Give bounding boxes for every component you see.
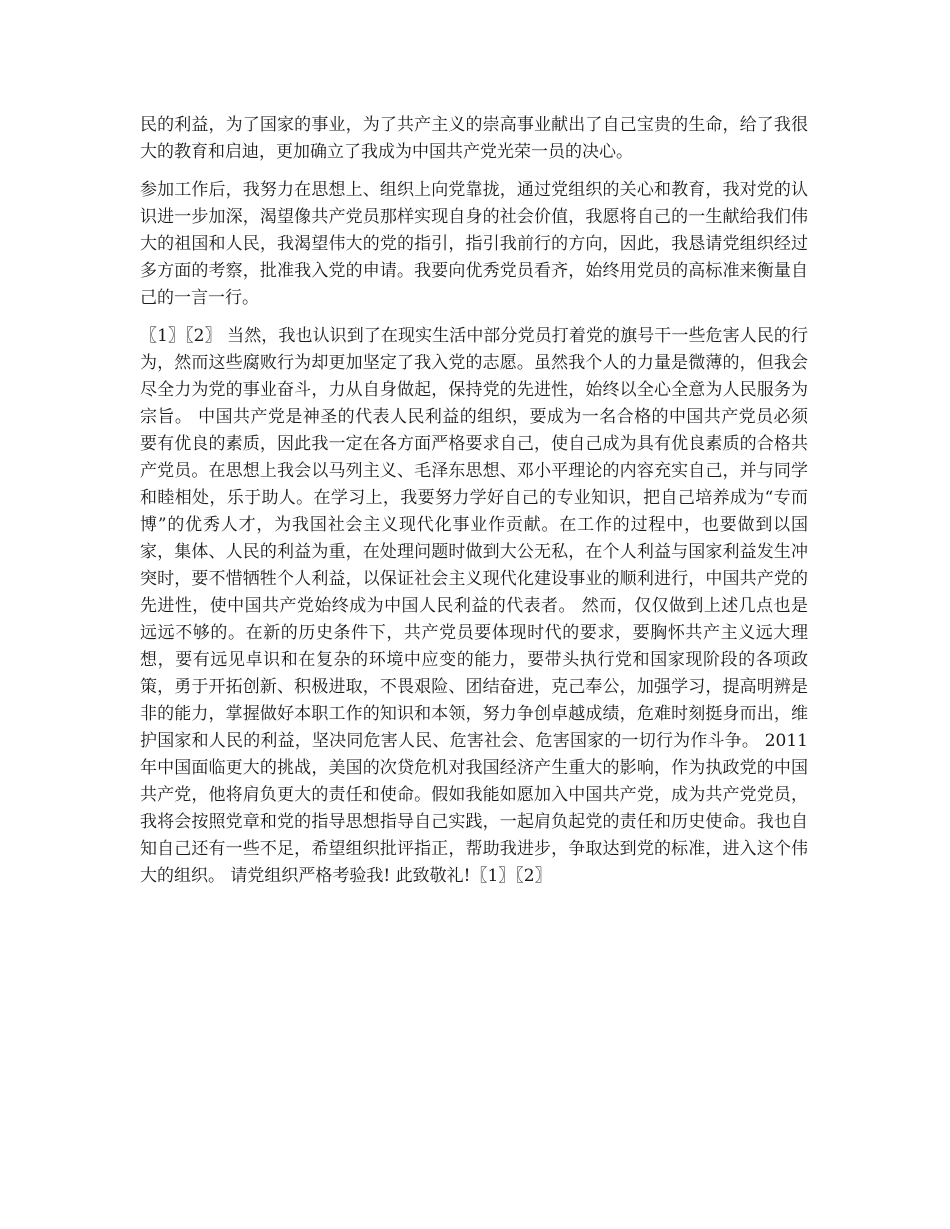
paragraph-3: 〖1〗〖2〗 当然，我也认识到了在现实生活中部分党员打着党的旗号干一些危害人民的行为，然而这些腐败行为却更加坚定了我入党的志愿。虽然我个人的力量是微薄的，但我会尽全力为党的事业奋斗，力从自身做起，保持党的先进性，始终以全心全意为人民服务为宗旨。 中国共产党是神圣的代表人民利益的组织，要成为一名合格的中国共产党员必须要有优良的素质，因此我一定在各方面严格要求自己，使自己成为具有优良素质的合格共产党员。在思想上我会以马列主义、毛泽东思想、邓小平理论的内容充实自己，并与同学和睦相处，乐于助人。在学习上，我要努力学好自己的专业知识，把自己培养成为“专而博”的优秀人才，为我国社会主义现代化事业作贡献。在工作的过程中，也要做到以国家，集体、人民的利益为重，在处理问题时做到大公无私，在个人利益与国家利益发生冲突时，要不惜牺牲个人利益，以保证社会主义现代化建设事业的顺利进行，中国共产党的先进性，使中国共产党始终成为中国人民利益的代表者。 然而，仅仅做到上述几点也是远远不够的。在新的历史条件下，共产党员要体现时代的要求，要胸怀共产主义远大理想，要有远见卓识和在复杂的环境中应变的能力，要带头执行党和国家现阶段的各项政策，勇于开拓创新、积极进取，不畏艰险、团结奋进，克己奉公，加强学习，提高明辨是非的能力，掌握做好本职工作的知识和本领，努力争创卓越成绩，危难时刻挺身而出，维护国家和人民的利益，坚决同危害人民、危害社会、危害国家的一切行为作斗争。 2011年中国面临更大的挑战，美国的次贷危机对我国经济产生重大的影响，作为执政党的中国共产党，他将肩负更大的责任和使命。假如我能如愿加入中国共产党，成为共产党党员，我将会按照党章和党的指导思想指导自己实践，一起肩负起党的责任和历史使命。我也自知自己还有一些不足，希望组织批评指正，帮助我进步，争取达到党的标准，进入这个伟大的组织。 请党组织严格考验我! 此致敬礼!〖1〗〖2〗 bbox=[140, 326, 808, 886]
paragraph-1: 民的利益，为了国家的事业，为了共产主义的崇高事业献出了自己宝贵的生命，给了我很大的教育和启迪，更加确立了我成为中国共产党光荣一员的决心。 bbox=[140, 115, 808, 162]
document-body bbox=[140, 112, 808, 901]
paragraph-2: 参加工作后，我努力在思想上、组织上向党靠拢，通过党组织的关心和教育，我对党的认识进一步加深，渴望像共产党员那样实现自身的社会价值，我愿将自己的一生献给我们伟大的祖国和人民，我渴望伟大的党的指引，指引我前行的方向，因此，我恳请党组织经过多方面的考察，批准我入党的申请。我要向优秀党员看齐，始终用党员的高标准来衡量自己的一言一行。 bbox=[140, 180, 808, 308]
